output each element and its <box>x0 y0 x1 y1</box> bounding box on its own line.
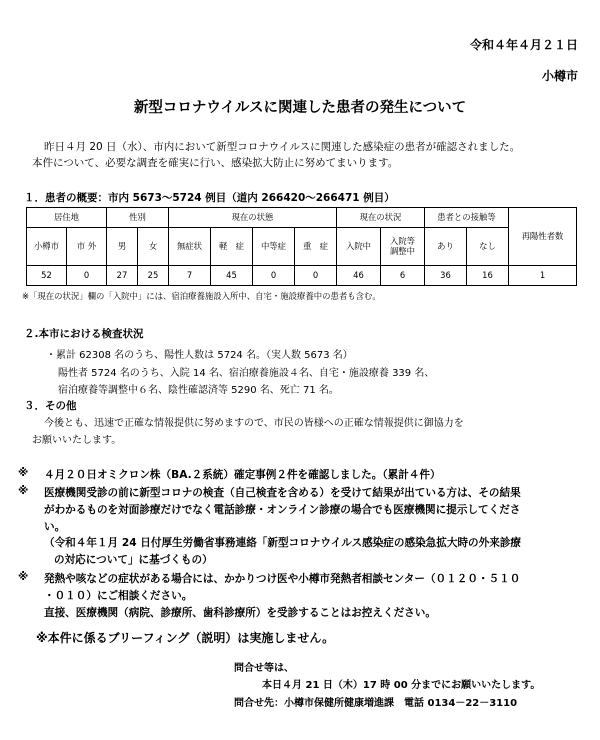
section3-line-1: 今後とも、迅速で正確な情報提供に努めますので、市民の皆様への正確な情報提供に御協力を <box>44 418 464 429</box>
col-adjusting <box>381 228 425 266</box>
section2-line-3: 宿泊療養等調整中６名、陰性確認済等 5290 名、死亡 71 名。 <box>58 385 339 396</box>
section3-line-2: お願いいたします。 <box>32 435 122 446</box>
cell-repositive: 1 <box>509 266 577 286</box>
section1-heading: １．患者の概要：市内 5673～5724 例目（道内 266420～266471 例目） <box>24 192 395 204</box>
note-reference-line-2: の対応について」に基づくもの） <box>54 554 213 566</box>
col-group-situation: 現在の状況 <box>337 208 425 228</box>
col-adjusting-line-1: 入院等 <box>389 235 416 246</box>
patient-summary-table <box>26 207 577 286</box>
col-repositive: 再陽性者数 <box>509 208 577 266</box>
note-testing-line-2: がわかるものを対面診療だけでなく電話診療・オンライン診療の場合でも医療機関に提示してくださ <box>44 504 521 516</box>
table-group-header-row <box>27 208 577 228</box>
cell-male: 27 <box>107 266 138 286</box>
col-contact-yes: あり <box>425 228 467 266</box>
page-title: 新型コロナウイルスに関連した患者の発生について <box>133 100 467 116</box>
note-testing-line-3: い。 <box>44 521 66 533</box>
col-mild: 軽 症 <box>211 228 253 266</box>
col-severe: 重 症 <box>295 228 337 266</box>
intro-line-1: 昨日４月 20 日（水）、市内において新型コロナウイルスに関連した感染症の患者が確認されました。 <box>44 141 521 153</box>
cell-otaru: 52 <box>27 266 67 286</box>
col-group-contact: 患者との接触等 <box>425 208 509 228</box>
table-row <box>27 266 577 286</box>
table-subheader-row <box>27 228 577 266</box>
note-mark-1: ※ <box>18 467 29 479</box>
col-otaru: 小樽市 <box>27 228 67 266</box>
contact-info: 問合せ先：小樽市保健所健康増進課 電話 0134－22－3110 <box>234 698 518 709</box>
section2-line-1: ・累計 62308 名のうち、陽性人数は 5724 名。（実人数 5673 名） <box>46 350 353 361</box>
col-moderate: 中等症 <box>253 228 295 266</box>
cell-outside: 0 <box>67 266 107 286</box>
note-omicron: ４月２０日オミクロン株（BA.２系統）確定事例２件を確認しました。（累計４件） <box>44 469 441 481</box>
col-group-sex: 性別 <box>107 208 169 228</box>
table-footnote: ※「現在の状況」欄の「入院中」には、宿泊療養施設入所中、自宅・施設療養中の患者も含む。 <box>22 291 381 301</box>
intro-line-2: 本件について、必要な調査を確実に行い、感染拡大防止に努めてまいります。 <box>32 157 399 169</box>
col-hospitalized: 入院中 <box>337 228 381 266</box>
briefing-notice: ※本件に係るブリーフィング（説明）は実施しません。 <box>36 631 335 645</box>
note-fever-line-2: ・０１０）にご相談ください。 <box>44 590 193 602</box>
col-asymptomatic: 無症状 <box>169 228 211 266</box>
note-fever-line-3: 直接、医療機関（病院、診療所、歯科診療所）を受診することはお控えください。 <box>44 607 436 619</box>
contact-intro: 問合せ等は、 <box>234 663 294 674</box>
col-contact-no: なし <box>467 228 509 266</box>
cell-mild: 45 <box>211 266 253 286</box>
col-adjusting-line-2: 調整中 <box>389 245 416 256</box>
cell-contact-no: 16 <box>467 266 509 286</box>
cell-hospitalized: 46 <box>337 266 381 286</box>
section3-heading: ３．その他 <box>24 400 77 412</box>
note-fever-line-1: 発熱や咳などの症状がある場合には、かかりつけ医や小樽市発熱者相談センター（０１２０・５１０ <box>44 573 521 585</box>
col-female: 女 <box>138 228 169 266</box>
cell-asymptomatic: 7 <box>169 266 211 286</box>
cell-female: 25 <box>138 266 169 286</box>
release-date: 令和４年４月２１日 <box>469 38 578 52</box>
issuer-city: 小樽市 <box>541 69 578 83</box>
cell-moderate: 0 <box>253 266 295 286</box>
col-outside: 市 外 <box>67 228 107 266</box>
cell-contact-yes: 36 <box>425 266 467 286</box>
note-mark-3: ※ <box>18 571 29 583</box>
note-reference-line-1: （令和４年１月 24 日付厚生労働省事務連絡「新型コロナウイルス感染症の感染急拡大時の外来診療 <box>44 537 522 549</box>
col-group-condition: 現在の状態 <box>169 208 337 228</box>
col-group-residence: 居住地 <box>27 208 107 228</box>
contact-deadline: 本日４月 21 日（木）17 時 00 分までにお願いいたします。 <box>262 680 541 691</box>
cell-severe: 0 <box>295 266 337 286</box>
note-mark-2: ※ <box>18 485 29 497</box>
section2-line-2: 陽性者 5724 名のうち、入院 14 名、宿泊療養施設４名、自宅・施設療養 339 名、 <box>58 368 435 379</box>
cell-adjusting: 6 <box>381 266 425 286</box>
section2-heading: ２.本市における検査状況 <box>24 328 144 340</box>
col-male: 男 <box>107 228 138 266</box>
note-testing-line-1: 医療機関受診の前に新型コロナの検査（自己検査を含める）を受けて結果が出ている方は、その結果 <box>44 487 521 499</box>
